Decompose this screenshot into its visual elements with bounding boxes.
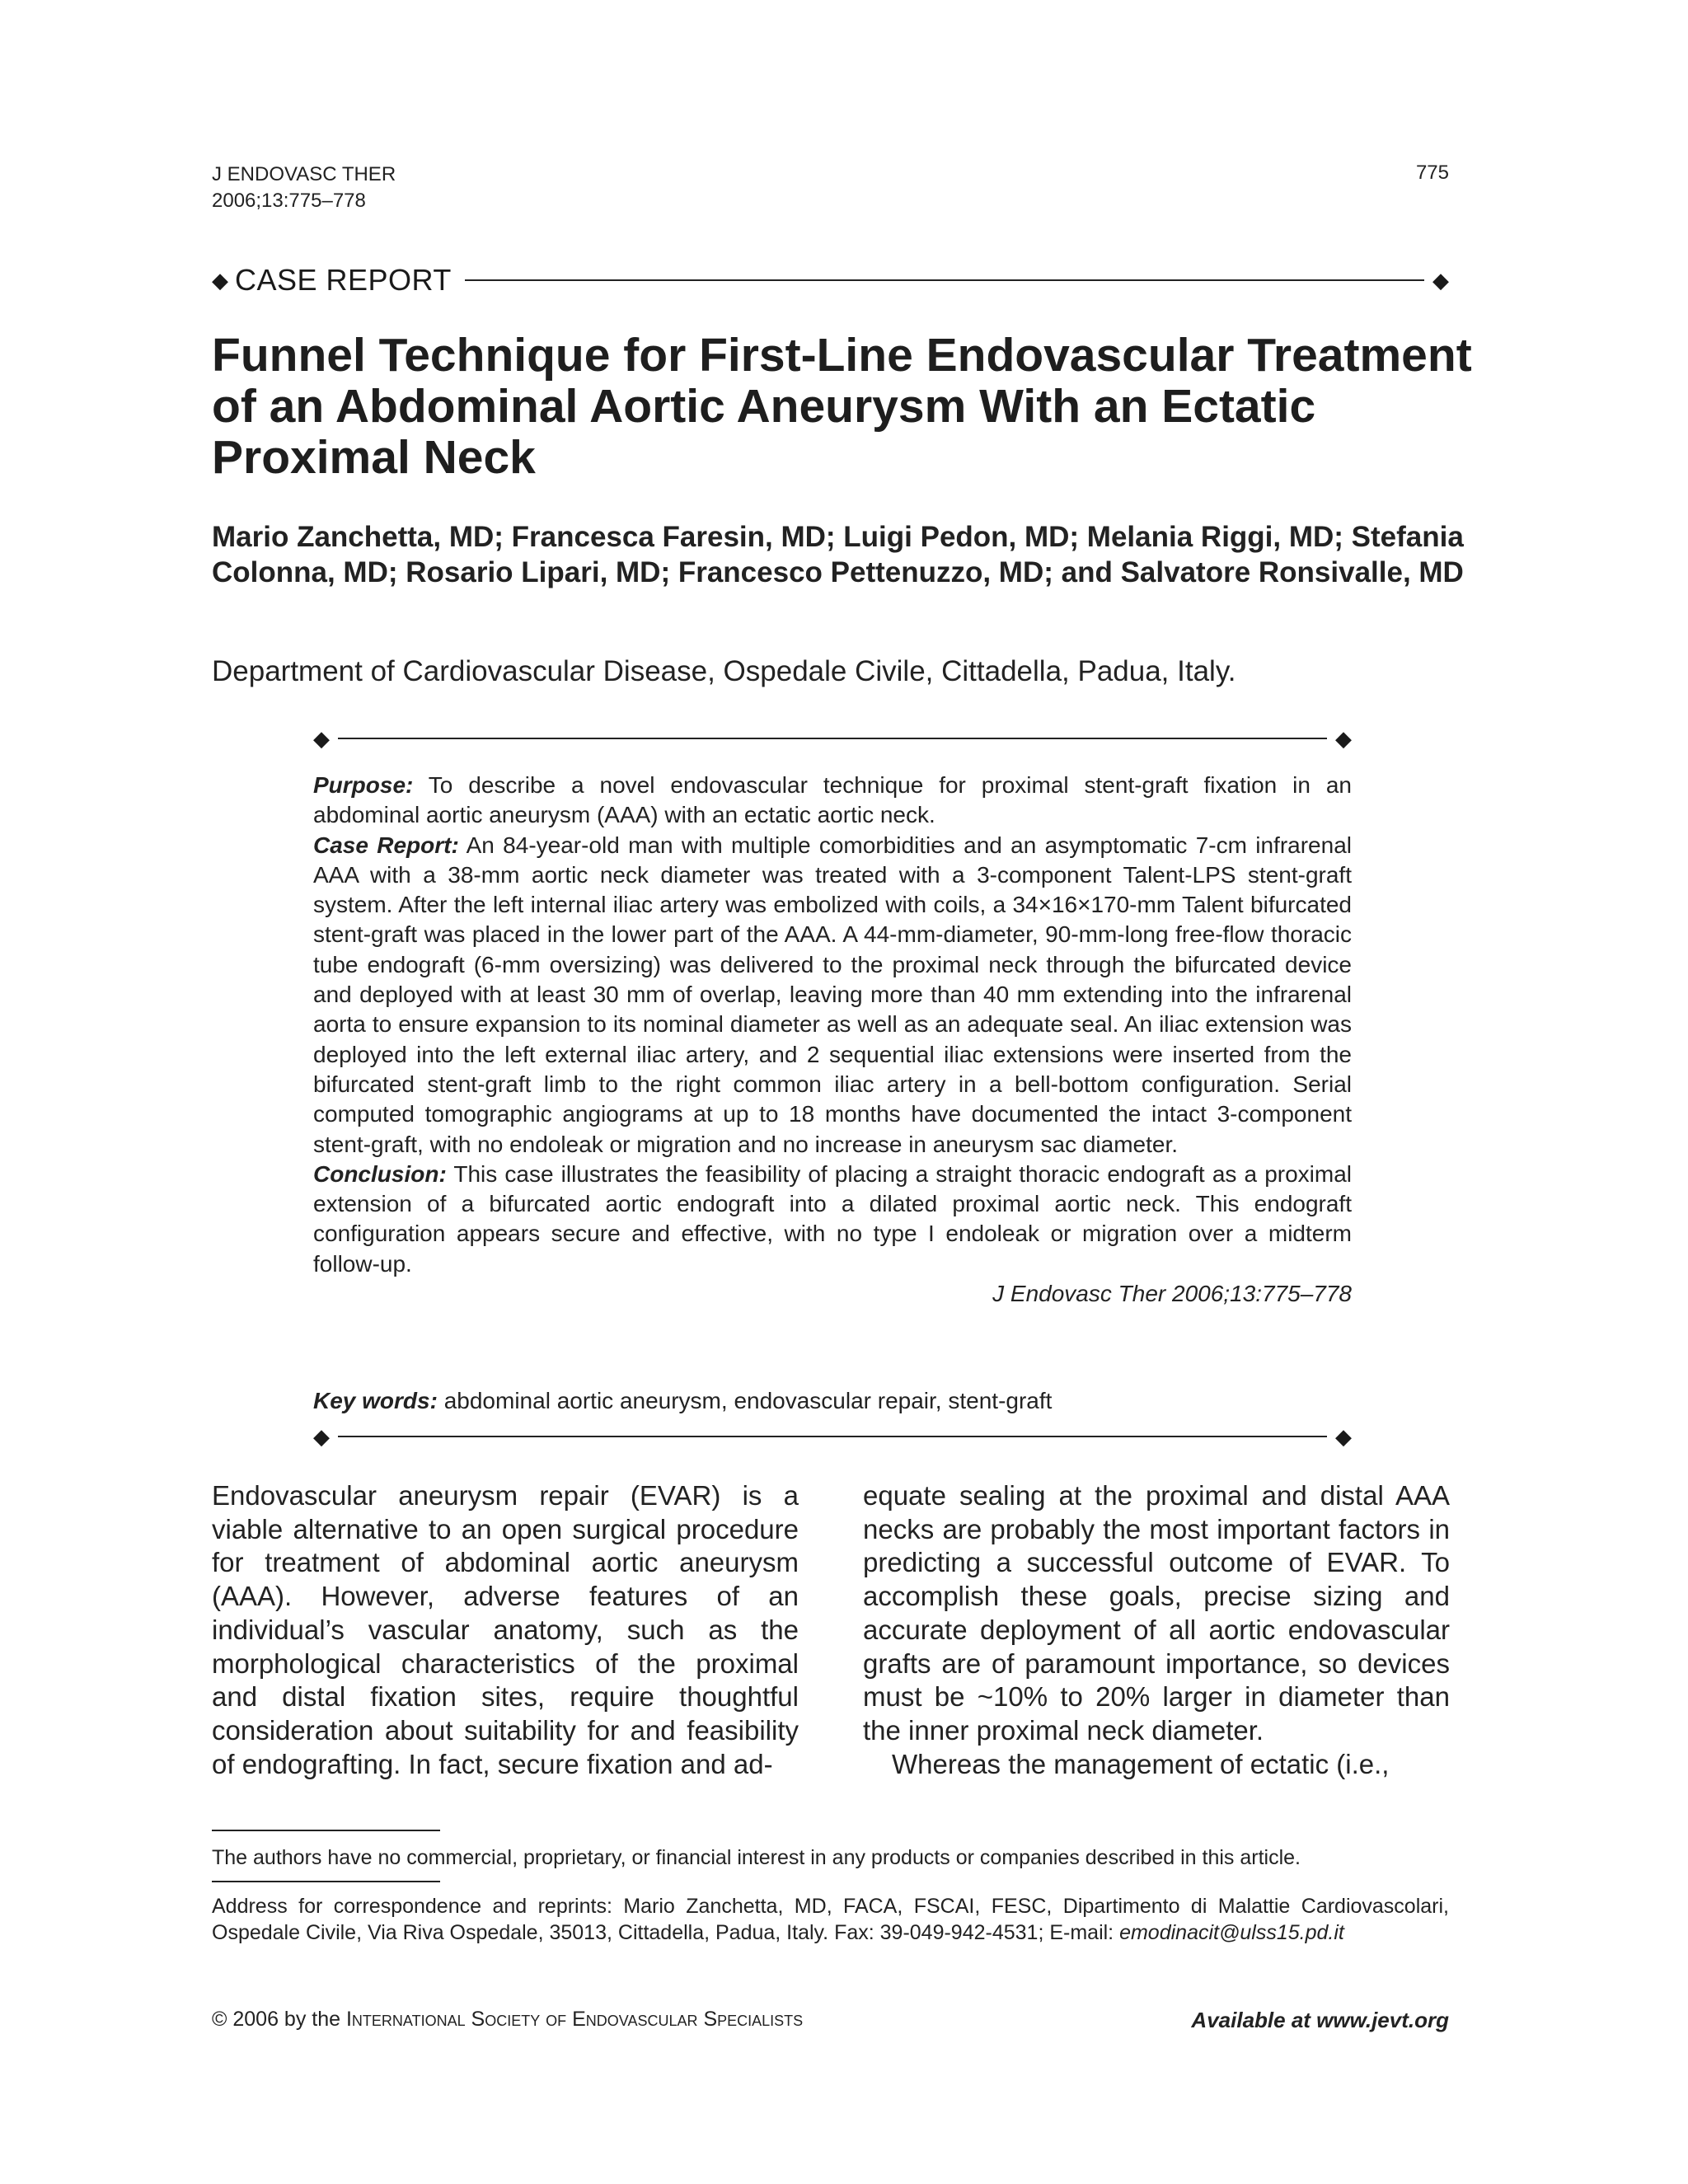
- diamond-icon: ◆: [313, 726, 330, 751]
- copyright-line: [212, 2008, 803, 2032]
- abstract: [313, 771, 1352, 1309]
- diamond-icon: ◆: [1335, 1424, 1352, 1449]
- author-list: Mario Zanchetta, MD; Francesca Faresin, MD; Luigi Pedon, MD; Melania Riggi, MD; Stefania Colonna, MD; Rosario Lipari, MD; Francesco Pettenuzzo, MD; and Salvatore Ronsivalle, MD: [212, 521, 1464, 588]
- rule-line: [338, 738, 1327, 739]
- diamond-icon: ◆: [212, 268, 228, 293]
- section-bar: [212, 262, 1449, 298]
- abstract-top-rule: [313, 725, 1352, 752]
- footnote-rule: [212, 1830, 440, 1831]
- affiliation: Department of Cardiovascular Disease, Ospedale Civile, Cittadella, Padua, Italy.: [212, 655, 1236, 687]
- keywords: [313, 1386, 1352, 1416]
- conclusion-label: Conclusion:: [313, 1160, 447, 1187]
- conclusion-text: This case illustrates the feasibility of placing a straight thoracic endograft as a proximal extension of a bifurcated aortic endograft into a dilated proximal aortic neck. This endograft configuration appears secure and effective, with no type I endoleak or migration over a midterm follow-up.: [313, 1160, 1352, 1277]
- abstract-citation: J Endovasc Ther 2006;13:775–778: [992, 1281, 1352, 1307]
- body-paragraph: Whereas the management of ectatic (i.e.,: [892, 1748, 1390, 1779]
- copyright-text: © 2006 by the: [212, 2008, 346, 2031]
- journal-header: [212, 162, 396, 214]
- case-label: Case Report:: [313, 832, 459, 858]
- section-rule: [465, 279, 1424, 281]
- abstract-case: [313, 831, 1352, 1160]
- keywords-label: Key words:: [313, 1388, 438, 1413]
- diamond-icon: ◆: [313, 1424, 330, 1449]
- correspondence-text: Address for correspondence and reprints: Mario Zanchetta, MD, FACA, FSCAI, FESC, Dipartimento di Malattie Cardiovascolari, Ospedale Civile, Via Riva Ospedale, 35013, Cittadella, Padua, Italy. Fax: 39-049-942-4531; E-mail:: [212, 1895, 1449, 1944]
- correspondence-footnote: [212, 1893, 1449, 1946]
- diamond-icon: ◆: [1335, 726, 1352, 751]
- diamond-icon: ◆: [1432, 268, 1449, 293]
- body-paragraph: equate sealing at the proximal and distal AAA necks are probably the most important factors in predicting a successful outcome of EVAR. To accomplish these goals, precise sizing and accurate deployment of all aortic endovascular grafts are of paramount importance, so devices must be ~10% to 20% larger in diameter than the inner proximal neck diameter.: [863, 1480, 1450, 1746]
- disclosure-footnote: The authors have no commercial, proprietary, or financial interest in any products or companies described in this article.: [212, 1846, 1301, 1869]
- society-name: International Society of Endovascular Specialists: [345, 2008, 804, 2031]
- page-number: 775: [1415, 162, 1449, 184]
- purpose-label: Purpose:: [313, 772, 414, 798]
- journal-volume: 2006;13:775–778: [212, 190, 366, 212]
- case-text: An 84-year-old man with multiple comorbidities and an asymptomatic 7-cm infrarenal AAA with a 38-mm aortic neck diameter was treated with a 3-component Talent-LPS stent-graft system. After the left internal iliac artery was embolized with coils, a 34×16×170-mm Talent bifurcated stent-graft was placed in the lower part of the AAA. A 44-mm-diameter, 90-mm-long free-flow thoracic tube endograft (6-mm oversizing) was delivered to the proximal neck through the bifurcated device and deployed with at least 30 mm of overlap, leaving more than 40 mm extending into the infrarenal aorta to ensure expansion to its nominal diameter as well as an adequate seal. An iliac extension was deployed into the left external iliac artery, and 2 sequential iliac extensions were inserted from the bifurcated stent-graft limb to the right common iliac artery in a bell-bottom configuration. Serial computed tomographic angiograms at up to 18 months have documented the intact 3-component stent-graft, with no endoleak or migration and no increase in aneurysm sac diameter.: [313, 832, 1352, 1157]
- body-paragraph: Endovascular aneurysm repair (EVAR) is a viable alternative to an open surgical procedure for treatment of abdominal aortic aneurysm (AAA). However, adverse features of an individual’s vascular anatomy, such as the morphological characteristics of the proximal and distal fixation sites, require thoughtful consideration about suitability for and feasibility of endografting. In fact, secure fixation and ad-: [212, 1480, 799, 1779]
- section-label: CASE REPORT: [235, 263, 452, 297]
- journal-name: J ENDOVASC THER: [212, 163, 396, 185]
- purpose-text: To describe a novel endovascular technique for proximal stent-graft fixation in an abdominal aortic aneurysm (AAA) with an ectatic aortic neck.: [313, 772, 1352, 828]
- keywords-text: abdominal aortic aneurysm, endovascular repair, stent-graft: [437, 1388, 1053, 1413]
- article-title: Funnel Technique for First-Line Endovascular Treatment of an Abdominal Aortic Aneurysm With an Ectatic Proximal Neck: [212, 329, 1472, 484]
- abstract-bottom-rule: [313, 1423, 1352, 1450]
- rule-line: [338, 1436, 1327, 1437]
- availability-link[interactable]: Available at www.jevt.org: [1191, 2008, 1449, 2032]
- abstract-conclusion: [313, 1160, 1352, 1279]
- body-column-right: [863, 1479, 1450, 1781]
- abstract-purpose: [313, 771, 1352, 831]
- email-link[interactable]: emodinacit@ulss15.pd.it: [1119, 1921, 1344, 1944]
- body-column-left: [212, 1479, 799, 1781]
- footnote-rule: [212, 1881, 440, 1882]
